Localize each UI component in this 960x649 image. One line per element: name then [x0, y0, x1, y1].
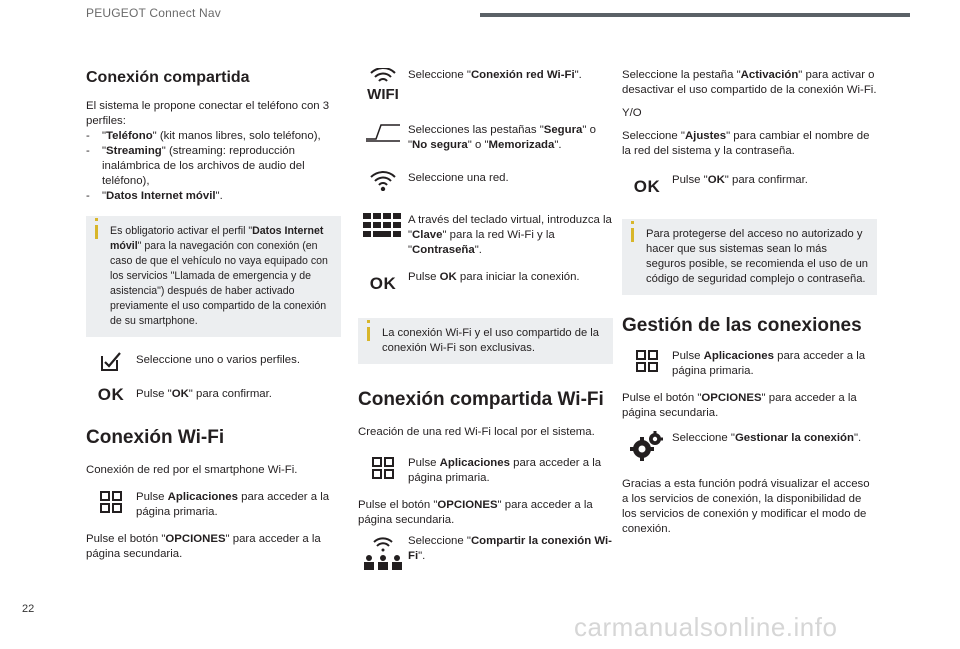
options-text: Pulse el botón "OPCIONES" para acceder a la página secundaria.	[622, 392, 857, 419]
heading-gestion: Gestión de las conexiones	[622, 315, 862, 336]
header-rule	[480, 13, 910, 17]
column-2	[358, 68, 613, 574]
step-share-wifi: Seleccione "Compartir la conexión Wi-Fi".	[358, 534, 613, 574]
info-note-exclusive: La conexión Wi-Fi y el uso compartido de la conexión Wi-Fi son exclusivas.	[358, 318, 613, 364]
step-manage-connection: Seleccione "Gestionar la conexión".	[622, 431, 877, 463]
tabs-icon	[365, 123, 401, 143]
ok-icon: OK	[97, 385, 125, 404]
heading-conexion-compartida: Conexión compartida	[86, 69, 250, 86]
or-text: Y/O	[622, 107, 642, 119]
step-apps: Pulse Aplicaciones para acceder a la página primaria.	[622, 349, 877, 379]
share-intro: Creación de una red Wi-Fi local por el sistema.	[358, 426, 595, 438]
info-icon	[367, 320, 370, 323]
step-ok-connect: OK Pulse OK para iniciar la conexión.	[369, 271, 580, 293]
apps-grid-icon	[635, 349, 659, 373]
page-number: 22	[22, 603, 35, 615]
step-tabs: Selecciones las pestañas "Segura" o "No segura" o "Memorizada".	[358, 123, 613, 153]
watermark: carmanualsonline.info	[574, 612, 838, 642]
ok-icon: OK	[369, 274, 397, 293]
step-wifi-network: WIFI Seleccione "Conexión red Wi-Fi".	[367, 69, 582, 103]
info-note-security: Para protegerse del acceso no autorizado y hacer que sus sistemas sean lo más seguros posible, se recomienda el uso de un código de seguridad complejo o contraseña.	[622, 219, 877, 295]
running-header: PEUGEOT Connect Nav	[86, 6, 221, 20]
checkbox-edit-icon	[99, 351, 123, 373]
apps-grid-icon	[99, 490, 123, 514]
options-text: Pulse el botón "OPCIONES" para acceder a la página secundaria.	[86, 533, 321, 560]
step-apps: Pulse Aplicaciones para acceder a la página primaria.	[358, 456, 613, 486]
step-ok-confirm: OK Pulse "OK" para confirmar.	[633, 174, 808, 196]
share-wifi-icon	[363, 534, 403, 574]
list-item: - "Datos Internet móvil".	[86, 189, 341, 204]
list-item: - "Streaming" (streaming: reproducción inalámbrica de los archivos de audio del teléfono),	[86, 144, 341, 189]
list-item: - "Teléfono" (kit manos libres, solo teléfono),	[86, 129, 341, 144]
profiles-list	[86, 129, 341, 204]
keyboard-icon	[363, 213, 403, 241]
column-1	[86, 62, 341, 562]
apps-grid-icon	[371, 456, 395, 480]
gears-icon	[630, 431, 664, 463]
activation-text: Seleccione la pestaña "Activación" para activar o desactivar el uso compartido de la conexión Wi-Fi.	[622, 69, 877, 96]
wifi-intro: Conexión de red por el smartphone Wi-Fi.	[86, 464, 298, 476]
heading-compartida-wifi: Conexión compartida Wi-Fi	[358, 389, 604, 410]
wifi-signal-icon	[370, 171, 396, 191]
info-icon	[95, 218, 98, 221]
profiles-intro: El sistema le propone conectar el teléfono con 3 perfiles:	[86, 100, 330, 127]
options-text: Pulse el botón "OPCIONES" para acceder a la página secundaria.	[358, 499, 593, 526]
step-select-profiles: Seleccione uno o varios perfiles.	[86, 351, 341, 373]
step-select-network: Seleccione una red.	[358, 171, 613, 191]
ok-icon: OK	[633, 177, 661, 196]
wifi-label-icon: WIFI	[367, 86, 399, 103]
step-apps: Pulse Aplicaciones para acceder a la página primaria.	[86, 490, 341, 520]
settings-text: Seleccione "Ajustes" para cambiar el nombre de la red del sistema y la contraseña.	[622, 130, 870, 157]
step-ok-confirm: OK Pulse "OK" para confirmar.	[97, 385, 272, 404]
info-icon	[631, 221, 634, 224]
column-3	[622, 68, 877, 537]
heading-conexion-wifi: Conexión Wi-Fi	[86, 427, 225, 448]
info-note-datos: Es obligatorio activar el perfil "Datos Internet móvil" para la navegación con conexión (en caso de que el vehículo no vaya equipado con los servicios "Llamada de emergencia y de asistencia") después de haber activado previamente el uso compartido de la conexión de su smartphone.	[86, 216, 341, 337]
step-keyboard: A través del teclado virtual, introduzca la "Clave" para la red Wi-Fi y la "Contraseña".	[358, 213, 613, 258]
wifi-icon	[370, 68, 396, 84]
closing-text: Gracias a esta función podrá visualizar el acceso a los servicios de conexión, la disponibilidad de los servicios de conexión y modificar el modo de conexión.	[622, 478, 870, 535]
